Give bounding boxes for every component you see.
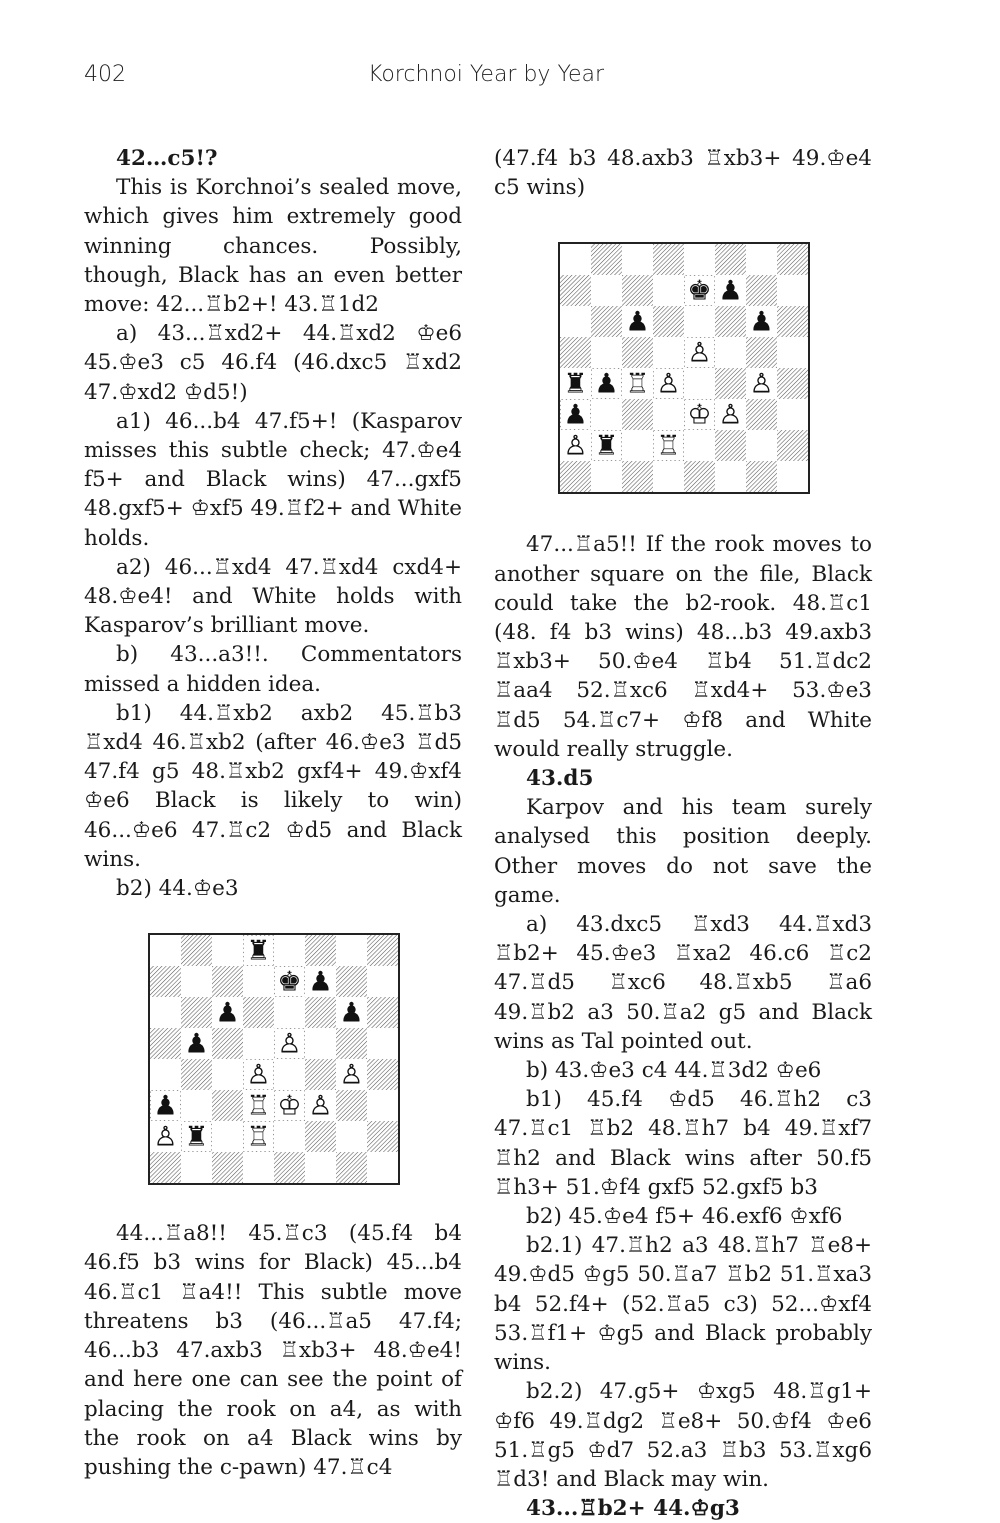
dark-square-d6 <box>243 997 274 1028</box>
white-king-icon: ♔ <box>687 399 712 431</box>
paragraph: This is Korchnoi’s sealed move, which gives him extremely good winning chances. Possibly, though, Black has an even better move: 42...♖b2+! 43.♖1d2 <box>84 175 462 318</box>
dark-square-g1 <box>336 1152 367 1183</box>
dark-square-b4 <box>181 1059 212 1090</box>
dark-square-a7 <box>150 966 181 997</box>
black-king-icon: ♚ <box>687 275 712 307</box>
dark-square-g1 <box>746 461 777 492</box>
left-column <box>84 144 462 1482</box>
dark-square-f2 <box>715 430 746 461</box>
chess-board <box>558 242 810 494</box>
white-pawn-icon: ♙ <box>749 368 774 400</box>
paragraph: b2.1) 47.♖h2 a3 48.♖h7 ♖e8+ 49.♔d5 ♔g5 50.♖a7 ♖b2 51.♖xa3 b4 52.f4+ (52.♖a5 c3) 52...♔xf4 53.♖f1+ ♔g5 and Black probably wins. <box>494 1233 872 1376</box>
paragraph: a1) 46...b4 47.f5+! (Kasparov misses this subtle check; 47.♔e4 f5+ and Black wins) 47...gxf5 48.gxf5+ ♔xf5 49.♖f2+ and White holds. <box>84 408 462 551</box>
black-pawn-icon: ♟ <box>215 997 240 1029</box>
black-pawn-icon: ♟ <box>184 1028 209 1060</box>
dark-square-g3 <box>336 1090 367 1121</box>
move-heading: 43.d5 <box>526 766 594 792</box>
paragraph: a) 43...♖xd2+ 44.♖xd2 ♔e6 45.♔e3 c5 46.f4 (46.dxc5 ♖xd2 47.♔xd2 ♔d5!) <box>84 321 462 405</box>
dark-square-f6 <box>305 997 336 1028</box>
black-pawn-icon: ♟ <box>625 306 650 338</box>
black-rook-icon: ♜ <box>246 935 271 967</box>
paragraph: a) 43.dxc5 ♖xd3 44.♖xd3 ♖b2+ 45.♔e3 ♖xa2 46.c6 ♖c2 47.♖d5 ♖xc6 48.♖xb5 ♖a6 49.♖b2 a3 50.♖a2 g5 and Black wins as Tal pointed out. <box>494 912 872 1054</box>
dark-square-g5 <box>746 337 777 368</box>
dark-square-f8 <box>715 244 746 275</box>
paragraph: (47.f4 b3 48.axb3 ♖xb3+ 49.♔e4 c5 wins) <box>494 146 872 201</box>
dark-square-h4 <box>367 1059 398 1090</box>
paragraph: 44...♖a8!! 45.♖c3 (45.f4 b4 46.f5 b3 wins for Black) 45...b4 46.♖c1 ♖a4!! This subtle move threatens b3 (46...♖a5 47.f4; 46...b3 47.axb3 ♖xb3+ 48.♔e4! and here one can see the point of placing the rook on a4, as with the rook on a4 Black wins by pushing the c-pawn) 47.♖c4 <box>84 1221 462 1480</box>
white-pawn-icon: ♙ <box>656 368 681 400</box>
white-pawn-icon: ♙ <box>246 1059 271 1091</box>
black-pawn-icon: ♟ <box>153 1090 178 1122</box>
dark-square-c5 <box>212 1028 243 1059</box>
black-pawn-icon: ♟ <box>563 399 588 431</box>
dark-square-f2 <box>305 1121 336 1152</box>
paragraph: a2) 46...♖xd4 47.♖xd4 cxd4+ 48.♔e4! and White holds with Kasparov’s brilliant move. <box>84 554 462 639</box>
dark-square-h4 <box>777 368 808 399</box>
dark-square-h6 <box>367 997 398 1028</box>
white-rook-icon: ♖ <box>246 1121 271 1153</box>
paragraph: b2) 45.♔e4 f5+ 46.exf6 ♔xf6 <box>526 1204 843 1230</box>
dark-square-c5 <box>622 337 653 368</box>
white-pawn-icon: ♙ <box>718 399 743 431</box>
dark-square-c1 <box>622 461 653 492</box>
dark-square-d8 <box>653 244 684 275</box>
black-pawn-icon: ♟ <box>594 368 619 400</box>
dark-square-e1 <box>684 461 715 492</box>
paragraph: Karpov and his team surely analysed this position deeply. Other moves do not save the game. <box>494 795 872 908</box>
paragraph: b1) 45.f4 ♔d5 46.♖h2 c3 47.♖c1 ♖b2 48.♖h7 b4 49.♖xf7 ♖h2 and Black wins after 50.f5 ♖h3+ 51.♔f4 gxf5 52.gxf5 b3 <box>494 1087 872 1200</box>
black-pawn-icon: ♟ <box>339 997 364 1029</box>
dark-square-g3 <box>746 399 777 430</box>
dark-square-h8 <box>777 244 808 275</box>
paragraph: b) 43...a3!!. Commentators missed a hidden idea. <box>84 642 462 697</box>
dark-square-f4 <box>715 368 746 399</box>
white-king-icon: ♔ <box>277 1090 302 1122</box>
dark-square-b8 <box>591 244 622 275</box>
paragraph: b2) 44.♔e3 <box>116 876 239 902</box>
dark-square-g7 <box>746 275 777 306</box>
black-rook-icon: ♜ <box>563 368 588 400</box>
white-pawn-icon: ♙ <box>153 1121 178 1153</box>
dark-square-a7 <box>560 275 591 306</box>
dark-square-a5 <box>560 337 591 368</box>
dark-square-d6 <box>653 306 684 337</box>
dark-square-f4 <box>305 1059 336 1090</box>
chess-diagram-2 <box>558 242 872 494</box>
black-rook-icon: ♜ <box>594 430 619 462</box>
dark-square-h8 <box>367 935 398 966</box>
page-number: 402 <box>84 62 126 87</box>
dark-square-c7 <box>212 966 243 997</box>
paragraph: 47...♖a5!! If the rook moves to another square on the file, Black could take the b2-rook. 48.♖c1 (48. f4 b3 wins) 48...b3 49.axb3 ♖xb3+ 50.♔e4 ♖b4 51.♖dc2 ♖aa4 52.♖xc6 ♖xd4+ 53.♔e3 ♖d5 54.♖c7+ ♔f8 and White would really struggle. <box>494 532 872 762</box>
dark-square-b6 <box>591 306 622 337</box>
dark-square-a1 <box>560 461 591 492</box>
white-rook-icon: ♖ <box>625 368 650 400</box>
white-pawn-icon: ♙ <box>563 430 588 462</box>
black-pawn-icon: ♟ <box>749 306 774 338</box>
dark-square-f8 <box>305 935 336 966</box>
dark-square-c3 <box>212 1090 243 1121</box>
white-pawn-icon: ♙ <box>308 1090 333 1122</box>
white-rook-icon: ♖ <box>656 430 681 462</box>
dark-square-c3 <box>622 399 653 430</box>
dark-square-b8 <box>181 935 212 966</box>
dark-square-h6 <box>777 306 808 337</box>
dark-square-c7 <box>622 275 653 306</box>
paragraph: b1) 44.♖xb2 axb2 45.♖b3 ♖xd4 46.♖xb2 (after 46.♔e3 ♖d5 47.f4 g5 48.♖xb2 gxf4+ 49.♔xf4 ♔e6 Black is likely to win) 46...♔e6 47.♖c2 ♔d5 and Black wins. <box>84 700 462 872</box>
chess-board <box>148 933 400 1185</box>
running-title: Korchnoi Year by Year <box>368 62 605 87</box>
white-pawn-icon: ♙ <box>277 1028 302 1060</box>
dark-square-b6 <box>181 997 212 1028</box>
black-pawn-icon: ♟ <box>308 966 333 998</box>
dark-square-f6 <box>715 306 746 337</box>
right-column <box>494 144 872 1523</box>
dark-square-h2 <box>367 1121 398 1152</box>
white-rook-icon: ♖ <box>246 1090 271 1122</box>
paragraph: b2.2) 47.g5+ ♔xg5 48.♖g1+ ♔f6 49.♖dg2 ♖e8+ 50.♔f4 ♔e6 51.♖g5 ♔d7 52.a3 ♖b3 53.♖xg6 ♖d3! and Black may win. <box>494 1379 872 1492</box>
move-heading: 43...♖b2+ 44.♔g3 <box>526 1496 740 1522</box>
white-pawn-icon: ♙ <box>687 337 712 369</box>
dark-square-e1 <box>274 1152 305 1183</box>
black-king-icon: ♚ <box>277 966 302 998</box>
dark-square-a1 <box>150 1152 181 1183</box>
dark-square-c1 <box>212 1152 243 1183</box>
chess-diagram-1 <box>148 933 462 1185</box>
dark-square-g5 <box>336 1028 367 1059</box>
dark-square-g7 <box>336 966 367 997</box>
dark-square-a5 <box>150 1028 181 1059</box>
black-pawn-icon: ♟ <box>718 275 743 307</box>
paragraph: b) 43.♔e3 c4 44.♖3d2 ♔e6 <box>526 1058 822 1084</box>
move-heading: 42…c5!? <box>116 146 218 171</box>
black-rook-icon: ♜ <box>184 1121 209 1153</box>
white-pawn-icon: ♙ <box>339 1059 364 1091</box>
dark-square-h2 <box>777 430 808 461</box>
